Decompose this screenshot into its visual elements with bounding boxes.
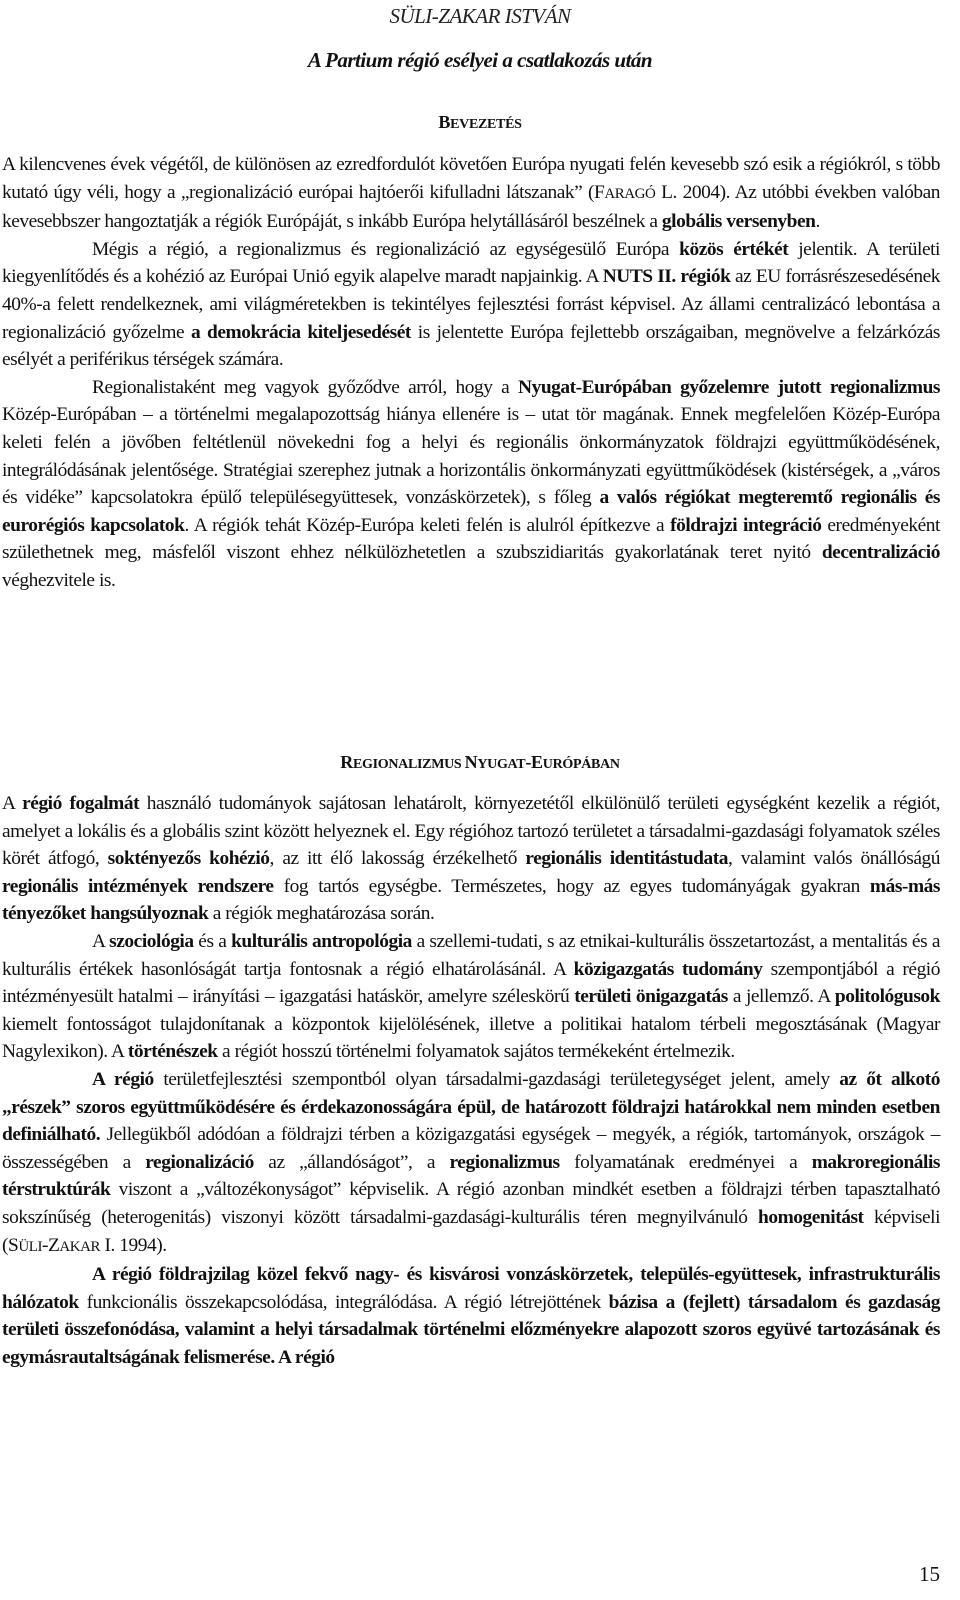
emphasis: makroregionális térstruktúrák <box>2 1151 941 1201</box>
emphasis: közös értékét <box>679 238 789 260</box>
text-run: a régiót hosszú történelmi folyamatok sajátos termékeként értelmezik. <box>217 1041 735 1063</box>
text-run: kiemelt fontosságot tulajdonítanak a központok kijelölésének, illetve a politikai hatalom térbeli megosztásának (Magyar Nagylexikon). A <box>2 1013 940 1063</box>
emphasis: NUTS II. régiók <box>602 266 731 288</box>
text-run: A kilencvenes évek végétől, de különösen az ezredfordulót követően Európa nyugati felén kevesebb szó esik a régiókról, s több kutató úgy véli, hogy a „regionalizáció európai hajtóerői kifulladni látszanak” (F <box>2 154 940 203</box>
text-run: A <box>2 793 23 814</box>
text-run: Regionalistaként meg vagyok győződve arról, hogy a <box>92 376 519 398</box>
author-smallcaps: ÜLI <box>18 1238 42 1255</box>
emphasis: szociológia <box>109 930 194 952</box>
text-run: -Z <box>41 1234 60 1256</box>
paragraph <box>2 374 940 595</box>
emphasis: a demokrácia kiteljesedését <box>190 321 411 343</box>
emphasis: régió fogalmát <box>22 793 140 814</box>
section-heading-regionalism <box>0 752 960 773</box>
author-smallcaps: ARAGÓ <box>604 185 656 202</box>
heading-smallcaps: YUGAT <box>477 757 526 772</box>
text-run: , az itt élő lakosság érzékelhető <box>269 848 526 870</box>
emphasis: közigazgatás tudomány <box>573 958 763 980</box>
article-title: A Partium régió esélyei a csatlakozás után <box>307 48 653 72</box>
emphasis: globális versenyben <box>661 211 816 233</box>
text-run: és a <box>193 930 232 952</box>
text-run: Közép-Európában – a történelmi megalapozottság hiánya ellenére is – utat tör magának. Ennek megfelelően Közép-Európa keleti felén a jövőben feltétlenül növekedni fog a helyi és regionális önkormányzatok földrajzi együttműködésének, integrálódásának jelentősége. Stratégiai szerephez jutnak a horizontális önkormányzati együttműködések (kistérségek, a „város és vidéke” kapcsolatokra épülő településegyüttesek, vonzáskörzetek), s főleg <box>2 404 940 509</box>
text-run: szempontjából a régió intézményesült hatalmi – irányítási – igazgatási hatáskör, amelyre széleskörű <box>2 958 940 1008</box>
text-run: Mégis a régió, a regionalizmus és regionalizáció az egységesülő Európa <box>92 238 680 260</box>
text-run: . A régiók tehát Közép-Európa keleti felén is alulról építkezve a <box>184 514 671 536</box>
paragraph <box>2 928 940 1066</box>
author-smallcaps: AKAR <box>59 1238 101 1255</box>
emphasis: területi önigazgatás <box>574 986 728 1008</box>
emphasis: az őt alkotó „részek” szoros együttműködésére és érdekazonosságára épül, de határozott földrajzi határokkal nem minden esetben definiálható. <box>2 1068 941 1146</box>
emphasis: regionális intézmények rendszere <box>2 875 274 897</box>
emphasis: regionalizmus <box>449 1151 560 1173</box>
text-run: Jellegükből adódóan a földrajzi térben a közigazgatási egységek – megyék, a régiók, tartományok, országok – összességében a <box>2 1124 940 1173</box>
emphasis: politológusok <box>834 986 941 1008</box>
text-run: a jellemző. A <box>727 986 835 1008</box>
text-run: folyamatának eredményei a <box>559 1151 812 1173</box>
emphasis: regionális identitástudata <box>525 848 728 870</box>
heading-initial: -E <box>525 752 543 772</box>
text-run: , valamint valós önállóságú <box>727 848 941 870</box>
text-run: eredményeként születhetnek meg, másfelől viszont ehhez nélkülözhetetlen a szubszidiaritás gyakorlatának teret nyitó <box>2 514 940 564</box>
text-run: az EU forrásrészesedésének 40%-a felett rendelkeznek, ami világméretekben is tekintélyes fejlesztési forrást képvisel. Az állami centralizácó lebontása a regionalizáció győzelme <box>2 266 940 343</box>
page-number: 15 <box>919 1562 940 1586</box>
text-run: a régiók meghatározása során. <box>208 903 435 925</box>
heading-smallcaps: URÓPÁBAN <box>542 757 620 772</box>
text-run: használó tudományok sajátosan lehatárolt, környezetétől elkülönülő területi egységként kezelik a régiót, amelyet a lokális és a globális szint között helyeznek el. Egy régióhoz tartozó területet a társadalmi-gazdasági folyamatok széles körét átfogó, <box>2 793 940 870</box>
emphasis: földrajzi integráció <box>670 514 822 536</box>
section-heading-introduction <box>0 112 960 133</box>
text-run: funkcionális összekapcsolódása, integrálódása. A régió létrejöttének <box>78 1291 609 1313</box>
emphasis: regionalizáció <box>145 1151 254 1173</box>
emphasis: a valós régiókat megteremtő regionális és eurorégiós kapcsolatok <box>2 487 940 536</box>
introduction-body <box>2 151 940 595</box>
heading-initial: N <box>464 752 478 772</box>
text-run: L. 2004). Az utóbbi években valóban kevesebbszer hangoztatják a régiók Európáját, s inkább Európa helytállásáról beszélnek a <box>2 181 940 233</box>
regionalism-body <box>2 790 940 1371</box>
text-run: az „állandóságot”, a <box>253 1151 450 1173</box>
paragraph <box>2 236 940 374</box>
text-run: képviseli (S <box>2 1206 941 1256</box>
paragraph <box>2 1066 940 1261</box>
heading-initial: R <box>340 752 353 772</box>
emphasis: soktényezős kohézió <box>107 848 270 870</box>
emphasis: bázisa a (fejlett) társadalom és gazdaság területi összefonódása, valamint a helyi társadalmak történelmi előzményekre alapozott szoros együvé tartozásának és egymásrautaltságának felismerése. A régió <box>2 1291 940 1368</box>
text-run: viszont a „változékonyságot” képviselik. A régió azonban mindkét esetben a földrajzi térben tapasztalható sokszínűség (heterogenitás) viszonyi között társadalmi-gazdasági-kulturális téren megnyilvánuló <box>2 1179 940 1228</box>
heading-smallcaps: EVEZETÉS <box>450 117 522 132</box>
text-run: is jelentette Európa fejlettebb országaiban, megnövelve a felzárkózás esélyét a periférikus térségek számára. <box>2 321 940 371</box>
text-run: fog tartós egységbe. Természetes, hogy az egyes tudományágak gyakran <box>273 875 870 897</box>
emphasis: A régió földrajzilag közel fekvő nagy- és kisvárosi vonzáskörzetek, település-együttesek, infrastrukturális hálózatok <box>2 1264 940 1313</box>
text-run: területfejlesztési szempontból olyan társadalmi-gazdasági területegységet jelent, amely <box>153 1068 840 1090</box>
author-name: SÜLI-ZAKAR ISTVÁN <box>389 4 571 28</box>
text-run: jelentik. A területi kiegyenlítődés és a kohézió az Európai Unió egyik alapelve maradt napjainkig. A <box>2 238 940 288</box>
paragraph <box>2 151 940 236</box>
text-run: I. 1994). <box>100 1234 167 1256</box>
text-run: A <box>92 930 110 952</box>
emphasis: Nyugat-Európában győzelemre jutott regionalizmus <box>518 376 940 398</box>
emphasis: decentralizáció <box>821 542 940 564</box>
heading-smallcaps: EGIONALIZMUS <box>353 757 465 772</box>
text-run: . <box>815 211 820 233</box>
text-run: véghezvitele is. <box>2 569 116 591</box>
paragraph <box>2 790 940 928</box>
emphasis: történészek <box>127 1041 218 1063</box>
emphasis: A régió <box>92 1068 154 1090</box>
emphasis: más-más tényezőket hangsúlyoznak <box>2 875 940 925</box>
text-run: a szellemi-tudati, s az etnikai-kulturális összetartozást, a mentalitás és a kulturális értékek hasonlóságát tartja fontosnak a régió elhatárolásánál. A <box>2 930 940 980</box>
emphasis: homogenitást <box>758 1206 864 1228</box>
emphasis: kulturális antropológia <box>231 930 412 952</box>
paragraph <box>2 1261 940 1371</box>
heading-initial: B <box>438 112 451 132</box>
